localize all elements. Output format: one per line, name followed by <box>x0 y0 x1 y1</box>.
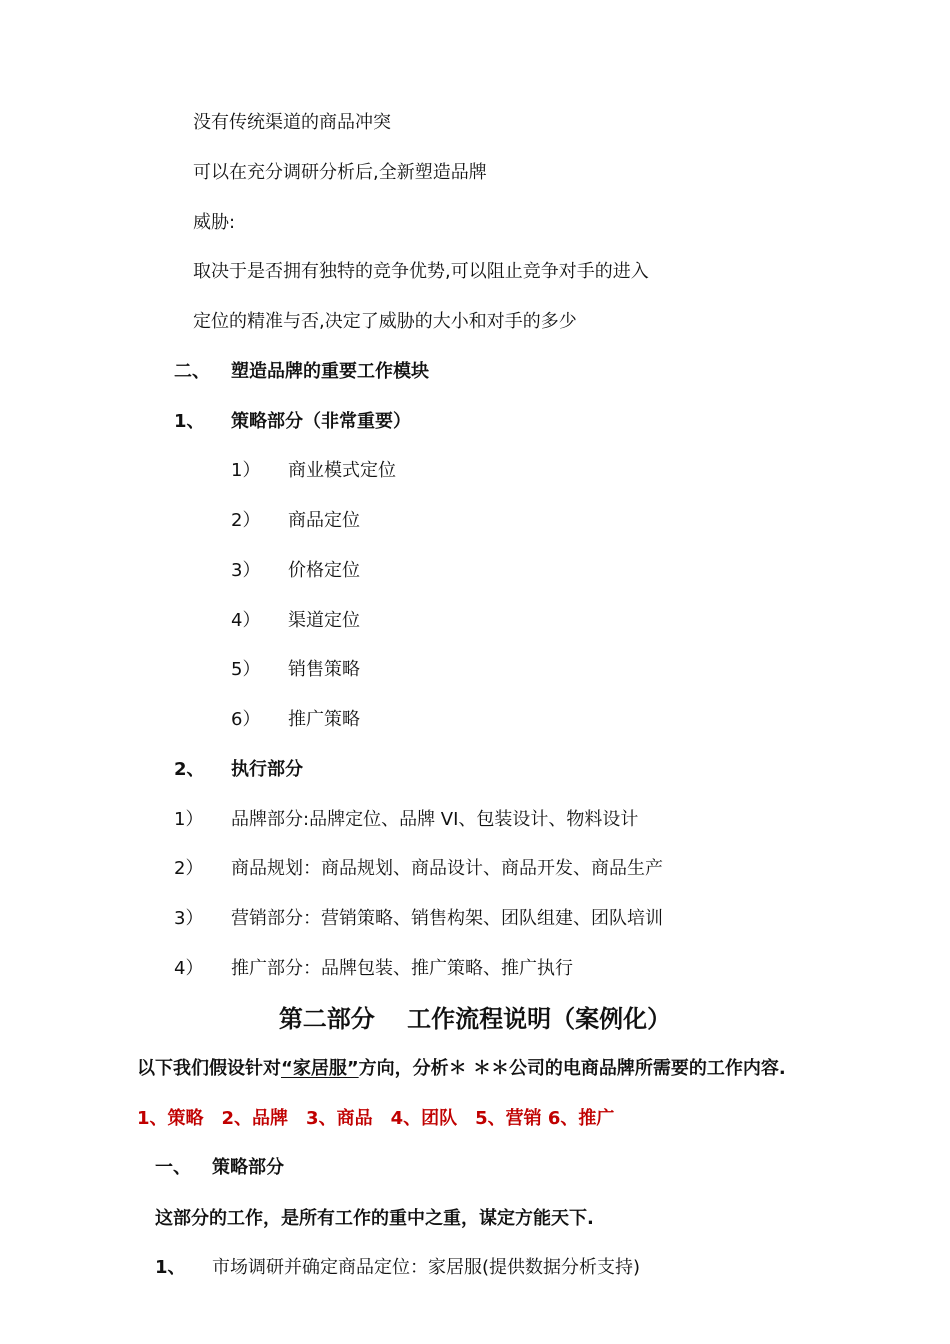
execution-heading <box>174 758 303 782</box>
part2-title: 第二部分 工作流程说明（案例化） <box>278 1005 672 1033</box>
list-item <box>174 957 573 981</box>
section1-title: 策略部分 <box>212 1157 284 1178</box>
intro-line-1: 没有传统渠道的商品冲突 <box>193 112 391 133</box>
item1-number: 1、 <box>155 1257 186 1278</box>
list-item <box>174 907 663 931</box>
item1-text: 市场调研并确定商品定位：家居服(提供数据分析支持) <box>212 1257 641 1278</box>
list-item-text: 商品规划：商品规划、商品设计、商品开发、商品生产 <box>231 858 663 879</box>
description-suffix: 方向，分析＊ ＊＊公司的电商品牌所需要的工作内容. <box>358 1058 786 1079</box>
list-item-text: 商业模式定位 <box>288 460 396 481</box>
list-item-number: 4） <box>231 610 261 631</box>
intro-line-3: 威胁: <box>193 212 236 233</box>
list-item <box>231 459 396 483</box>
list-item <box>231 658 360 682</box>
list-item <box>231 509 360 533</box>
list-item <box>174 857 663 881</box>
list-item-number: 6） <box>231 709 261 730</box>
list-item-number: 4） <box>174 958 204 979</box>
list-item-text: 销售策略 <box>288 659 360 680</box>
intro-line-5: 定位的精准与否,决定了威胁的大小和对手的多少 <box>193 311 577 332</box>
execution-number: 2、 <box>174 759 205 780</box>
list-item-text: 推广部分：品牌包装、推广策略、推广执行 <box>231 958 573 979</box>
section2-title: 塑造品牌的重要工作模块 <box>231 361 429 382</box>
list-item-text: 营销部分：营销策略、销售构架、团队组建、团队培训 <box>231 908 663 929</box>
section2-heading <box>174 360 429 384</box>
description-prefix: 以下我们假设针对 <box>137 1058 281 1079</box>
list-item-text: 价格定位 <box>288 560 360 581</box>
list-item <box>231 708 360 732</box>
part2-item-1 <box>155 1256 640 1280</box>
intro-line-2: 可以在充分调研分析后,全新塑造品牌 <box>193 162 487 183</box>
list-item <box>231 559 360 583</box>
part2-description <box>137 1057 786 1081</box>
list-item-text: 品牌部分:品牌定位、品牌 VI、包装设计、物料设计 <box>231 809 639 830</box>
strategy-heading <box>174 410 411 434</box>
list-item-number: 3） <box>174 908 204 929</box>
description-underlined-term: “家居服” <box>281 1058 359 1079</box>
strategy-title: 策略部分（非常重要） <box>231 411 411 432</box>
list-item <box>174 808 638 832</box>
part2-section1-heading <box>155 1156 284 1180</box>
list-item-number: 3） <box>231 560 261 581</box>
strategy-number: 1、 <box>174 411 205 432</box>
list-item-number: 2） <box>174 858 204 879</box>
list-item-text: 渠道定位 <box>288 610 360 631</box>
list-item-number: 1） <box>174 809 204 830</box>
part2-section1-description: 这部分的工作，是所有工作的重中之重，谋定方能天下. <box>155 1208 594 1229</box>
list-item-number: 2） <box>231 510 261 531</box>
section2-number: 二、 <box>174 361 210 382</box>
list-item <box>231 609 360 633</box>
list-item-text: 推广策略 <box>288 709 360 730</box>
list-item-text: 商品定位 <box>288 510 360 531</box>
intro-line-4: 取决于是否拥有独特的竞争优势,可以阻止竞争对手的进入 <box>193 261 649 282</box>
part2-red-list: 1、策略 2、品牌 3、商品 4、团队 5、营销 6、推广 <box>137 1108 615 1129</box>
list-item-number: 1） <box>231 460 261 481</box>
section1-number: 一、 <box>155 1157 191 1178</box>
execution-title: 执行部分 <box>231 759 303 780</box>
list-item-number: 5） <box>231 659 261 680</box>
